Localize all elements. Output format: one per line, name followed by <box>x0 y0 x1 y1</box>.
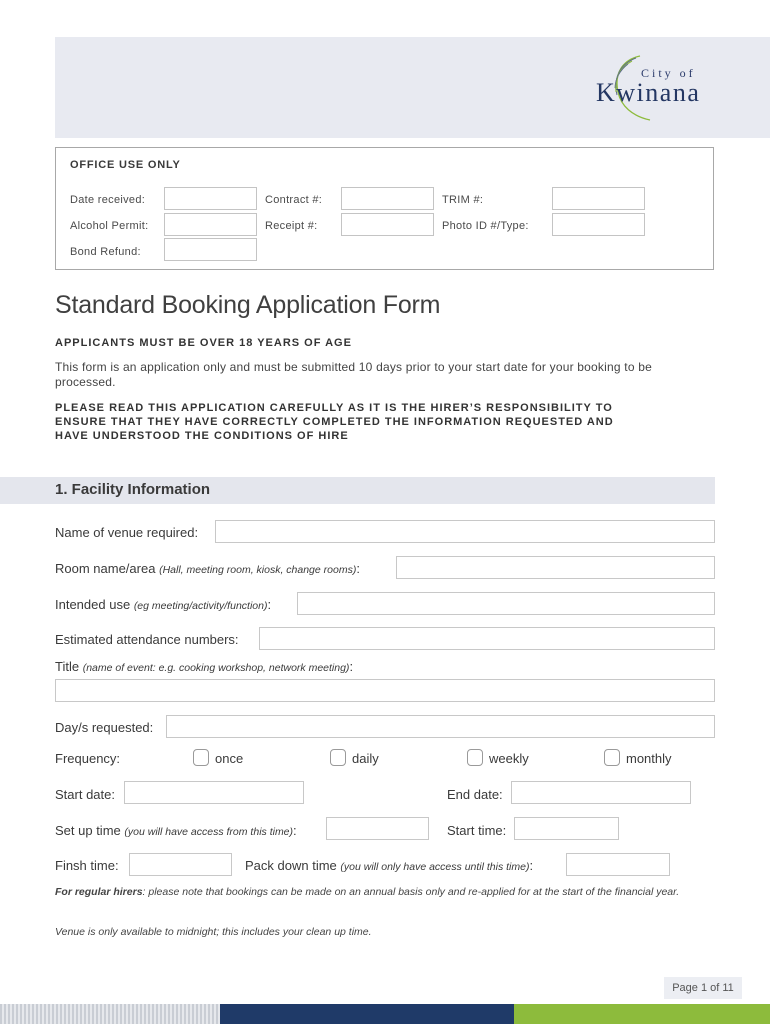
frequency-daily-checkbox[interactable] <box>330 749 346 766</box>
finish-time-label: Finsh time: <box>55 858 119 873</box>
warning-line-3: HAVE UNDERSTOOD THE CONDITIONS OF HIRE <box>55 430 349 442</box>
finish-time-input[interactable] <box>129 853 232 876</box>
footer-strip <box>0 1004 770 1024</box>
receipt-field[interactable] <box>341 213 434 236</box>
frequency-label: Frequency: <box>55 751 121 766</box>
title-label: Title <box>55 659 80 674</box>
frequency-once-checkbox[interactable] <box>193 749 209 766</box>
intro-text: This form is an application only and must be submitted 10 days prior to your start date for your booking to be processed. <box>55 360 652 389</box>
logo-city-of: City of <box>641 66 696 80</box>
attendance-input[interactable] <box>259 627 715 650</box>
packdown-label-row: Pack down time (you will only have access until this time): <box>245 858 534 873</box>
office-use-box <box>55 147 714 270</box>
use-label-row: Intended use (eg meeting/activity/function): <box>55 597 272 612</box>
regular-hirers-note <box>55 886 695 899</box>
footer-strip-navy <box>220 1004 514 1024</box>
room-label: Room name/area <box>55 561 156 576</box>
frequency-daily-label: daily <box>352 751 379 766</box>
setup-label: Set up time <box>55 823 121 838</box>
packdown-label: Pack down time <box>245 858 337 873</box>
midnight-note: Venue is only available to midnight; this includes your clean up time. <box>55 926 372 938</box>
frequency-monthly-label: monthly <box>626 751 672 766</box>
date-received-label: Date received: <box>70 194 146 206</box>
venue-label: Name of venue required: <box>55 525 199 540</box>
logo-name: Kwinana <box>596 78 701 107</box>
footer-strip-green <box>514 1004 770 1024</box>
title-label-row: Title (name of event: e.g. cooking workshop, network meeting): <box>55 659 354 674</box>
bond-refund-label: Bond Refund: <box>70 246 141 258</box>
warning-line-1: PLEASE READ THIS APPLICATION CAREFULLY AS IT IS THE HIRER’S RESPONSIBILITY TO <box>55 402 613 414</box>
setup-hint: (you will have access from this time) <box>124 826 294 838</box>
trim-label: TRIM #: <box>442 194 484 206</box>
days-label: Day/s requested: <box>55 720 154 735</box>
setup-time-input[interactable] <box>326 817 429 840</box>
use-input[interactable] <box>297 592 715 615</box>
room-label-row: Room name/area (Hall, meeting room, kiosk, change rooms): <box>55 561 360 576</box>
start-date-label: Start date: <box>55 787 115 802</box>
receipt-label: Receipt #: <box>265 220 318 232</box>
venue-input[interactable] <box>215 520 715 543</box>
event-title-input[interactable] <box>55 679 715 702</box>
start-time-input[interactable] <box>514 817 619 840</box>
start-time-label: Start time: <box>447 823 507 838</box>
use-hint: (eg meeting/activity/function) <box>133 600 268 612</box>
page-number: Page 1 of 11 <box>664 977 742 999</box>
age-notice: APPLICANTS MUST BE OVER 18 YEARS OF AGE <box>55 337 352 349</box>
regular-hirers-text: : please note that bookings can be made on an annual basis only and re-applied for at the start of the financial year. <box>142 886 680 898</box>
attendance-label: Estimated attendance numbers: <box>55 632 239 647</box>
frequency-weekly-checkbox[interactable] <box>467 749 483 766</box>
contract-label: Contract #: <box>265 194 323 206</box>
days-input[interactable] <box>166 715 715 738</box>
bond-refund-field[interactable] <box>164 238 257 261</box>
room-hint: (Hall, meeting room, kiosk, change rooms) <box>159 564 357 576</box>
end-date-input[interactable] <box>511 781 691 804</box>
title-hint: (name of event: e.g. cooking workshop, network meeting) <box>82 662 350 674</box>
start-date-input[interactable] <box>124 781 304 804</box>
frequency-monthly-checkbox[interactable] <box>604 749 620 766</box>
room-input[interactable] <box>396 556 715 579</box>
packdown-hint: (you will only have access until this time) <box>340 861 530 873</box>
contract-field[interactable] <box>341 187 434 210</box>
packdown-time-input[interactable] <box>566 853 670 876</box>
use-label: Intended use <box>55 597 131 612</box>
end-date-label: End date: <box>447 787 503 802</box>
city-of-kwinana-logo <box>592 52 717 122</box>
trim-field[interactable] <box>552 187 645 210</box>
alcohol-permit-label: Alcohol Permit: <box>70 220 149 232</box>
office-use-title: OFFICE USE ONLY <box>70 159 181 171</box>
frequency-weekly-label: weekly <box>489 751 529 766</box>
warning-line-2: ENSURE THAT THEY HAVE CORRECTLY COMPLETED THE INFORMATION REQUESTED AND <box>55 416 614 428</box>
date-received-field[interactable] <box>164 187 257 210</box>
setup-label-row: Set up time (you will have access from this time): <box>55 823 297 838</box>
alcohol-permit-field[interactable] <box>164 213 257 236</box>
footer-strip-pattern <box>0 1004 220 1024</box>
photo-id-label: Photo ID #/Type: <box>442 220 529 232</box>
page-title: Standard Booking Application Form <box>55 291 441 319</box>
regular-hirers-bold: For regular hirers <box>55 886 143 898</box>
photo-id-field[interactable] <box>552 213 645 236</box>
frequency-once-label: once <box>215 751 244 766</box>
section-title: 1. Facility Information <box>55 481 211 498</box>
